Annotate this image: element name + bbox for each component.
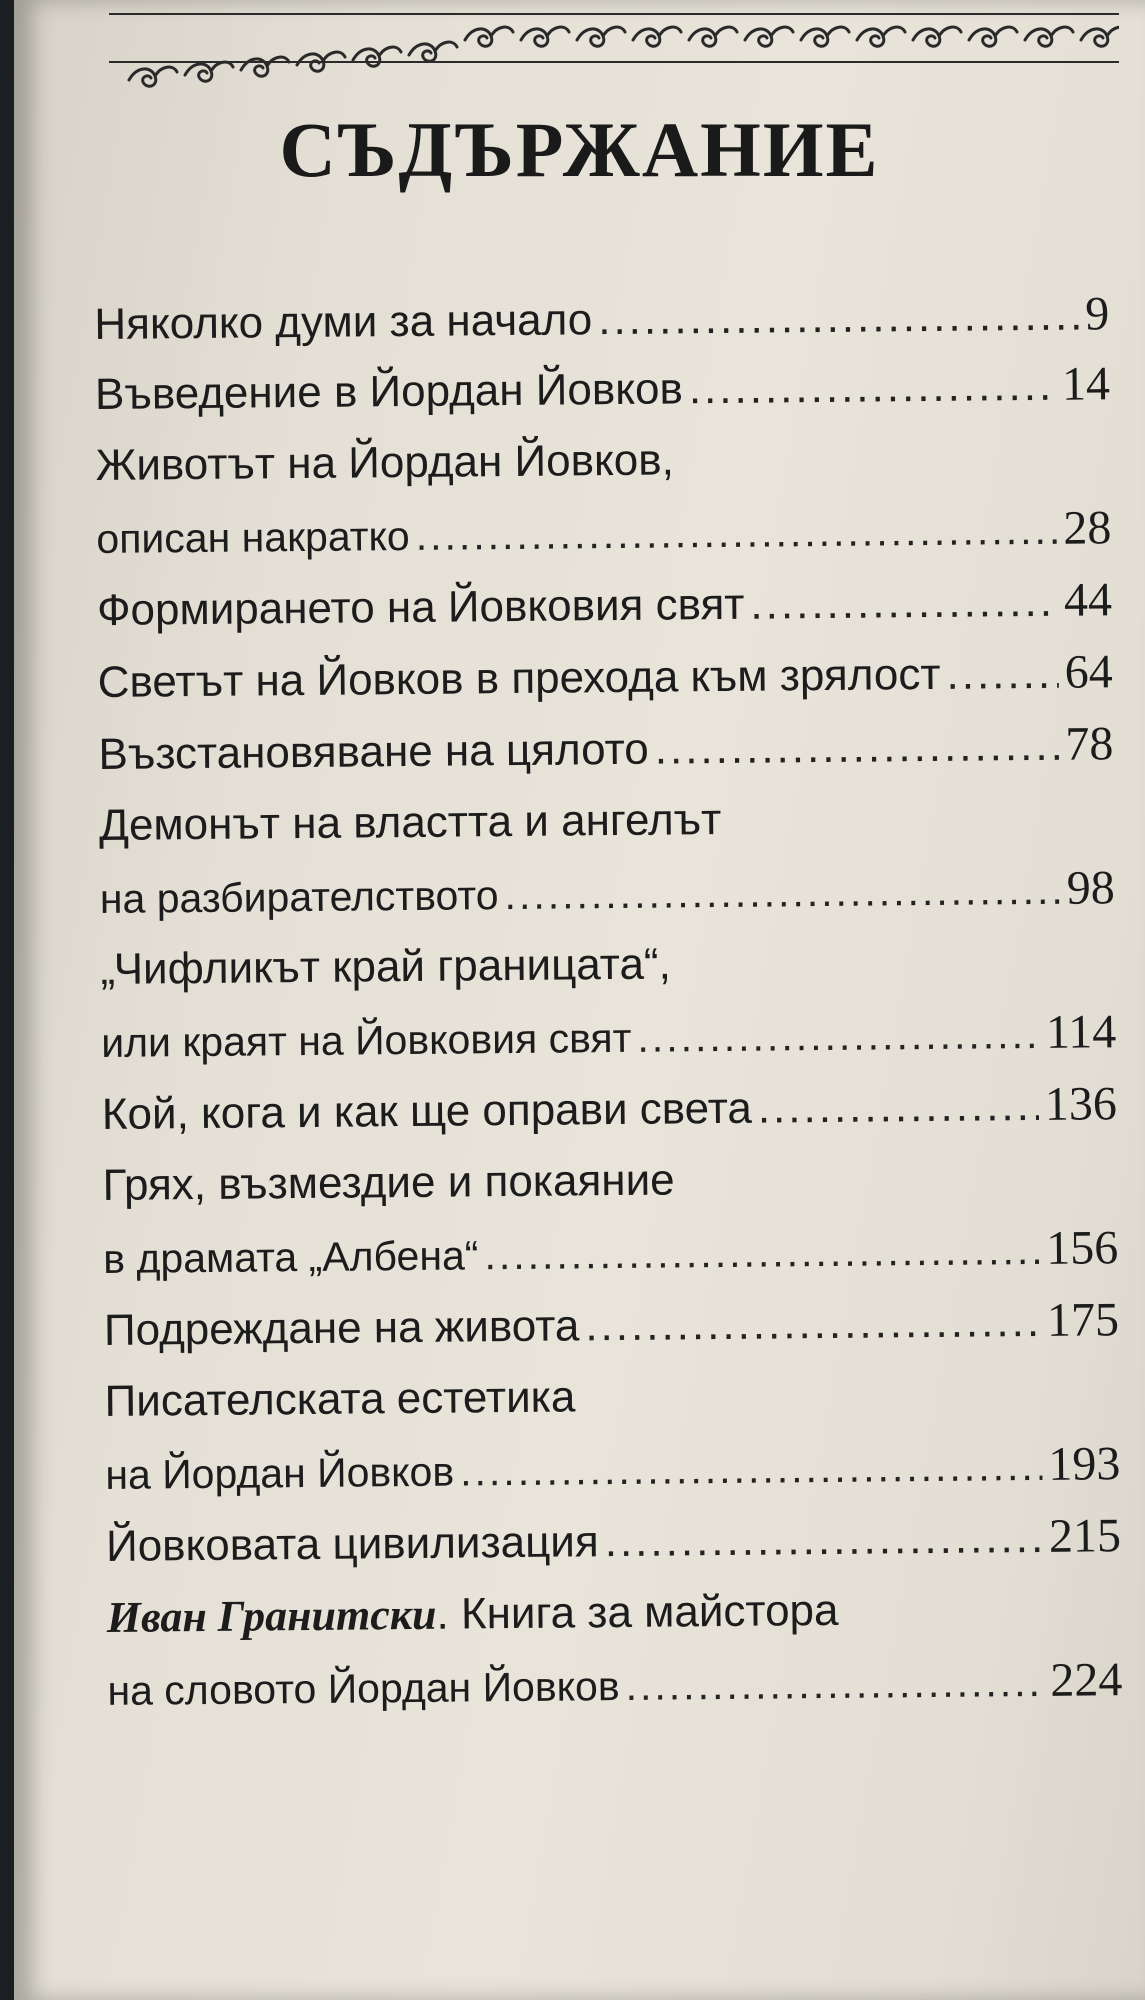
toc-page-number: 14 (1061, 357, 1111, 411)
toc-title-text: Възстановяване на цялото (98, 724, 649, 779)
scroll-ornament-icon (129, 67, 177, 86)
toc-line (99, 780, 1115, 862)
toc-title-text: в драмата „Албена“ (103, 1232, 479, 1282)
toc-line (94, 280, 1110, 358)
toc-entry[interactable] (97, 636, 1113, 718)
toc-title-text: Йовковата цивилизация (105, 1517, 599, 1571)
toc-title-text: Грях, възмездие и покаяние (102, 1155, 675, 1210)
toc-title-text: на разбирателството (99, 872, 499, 922)
scroll-ornament-icon (577, 27, 625, 46)
table-of-contents (94, 280, 1123, 1726)
toc-page-number: 78 (1065, 717, 1114, 771)
dot-leader (625, 1646, 1044, 1722)
toc-title-text: Писателската естетика (104, 1372, 576, 1426)
scroll-ornament-icon (521, 27, 569, 46)
toc-line (95, 420, 1111, 502)
toc-page-number: 44 (1063, 573, 1113, 627)
toc-title-text: Формирането на Йовковия свят (96, 579, 745, 635)
toc-entry[interactable] (95, 420, 1111, 574)
toc-page-number: 193 (1048, 1437, 1121, 1491)
toc-title-text: Животът на Йордан Йовков, (95, 435, 675, 490)
scroll-ornament-icon (241, 57, 289, 76)
toc-entry[interactable] (102, 1140, 1118, 1294)
toc-page-number: 175 (1046, 1293, 1120, 1347)
toc-line (103, 1212, 1119, 1294)
toc-entry[interactable] (100, 924, 1116, 1078)
scroll-ornament-icon (1025, 27, 1073, 46)
toc-line (106, 1500, 1122, 1582)
scroll-ornament-icon (1081, 27, 1119, 46)
toc-line (107, 1644, 1123, 1726)
toc-title-text: Няколко думи за начало (94, 295, 593, 349)
toc-page-number: 215 (1048, 1509, 1122, 1563)
toc-entry[interactable] (94, 280, 1110, 358)
scroll-ornament-icon (745, 27, 793, 46)
toc-entry[interactable] (98, 708, 1114, 790)
toc-entry[interactable] (104, 1356, 1120, 1510)
toc-page-number: 136 (1044, 1077, 1118, 1131)
scroll-ornament-icon (969, 27, 1017, 46)
scroll-ornament-icon (353, 47, 401, 66)
toc-title-text: или краят на Йовковия свят (101, 1014, 632, 1066)
book-page (14, 0, 1145, 2000)
toc-title-text: Светът на Йовков в прехода към зрялост (97, 649, 941, 707)
dot-leader (598, 282, 1080, 355)
toc-page-number: 114 (1045, 1005, 1117, 1059)
toc-page-number: 224 (1050, 1653, 1123, 1707)
toc-line (102, 1068, 1118, 1150)
dot-leader (688, 350, 1056, 426)
toc-line (100, 924, 1116, 1006)
toc-entry[interactable] (106, 1500, 1122, 1582)
toc-entry[interactable] (106, 1572, 1122, 1726)
dot-leader (460, 1430, 1043, 1508)
ornament-border (109, 0, 1119, 110)
toc-line (105, 1428, 1121, 1510)
scroll-ornament-icon (409, 42, 457, 61)
toc-title-text: Въведение в Йордан Йовков (94, 364, 684, 419)
toc-title-text: Подреждане на живота (103, 1301, 580, 1355)
scroll-ornament-icon (465, 27, 513, 46)
dot-leader (415, 494, 1057, 572)
toc-line (97, 564, 1113, 646)
scroll-ornament-icon (185, 62, 233, 81)
toc-line (95, 348, 1111, 430)
page-title: СЪДЪРЖАНИЕ (279, 106, 880, 193)
toc-page-number: 64 (1064, 645, 1113, 699)
dot-leader (585, 1286, 1041, 1362)
toc-title-text: описан накратко (96, 512, 410, 562)
dot-leader (604, 1502, 1043, 1578)
scroll-ornament-icon (857, 27, 905, 46)
toc-line (99, 852, 1115, 934)
toc-line (104, 1284, 1120, 1366)
toc-page-number: 156 (1045, 1221, 1119, 1275)
toc-title-text: на словото Йордан Йовков (107, 1663, 620, 1714)
toc-author: Иван Гранитски (106, 1589, 437, 1642)
dot-leader (484, 1214, 1041, 1291)
scroll-ornament-icon (913, 27, 961, 46)
scroll-ornament-icon (801, 27, 849, 46)
dot-leader (750, 566, 1058, 641)
toc-line (98, 708, 1114, 790)
toc-page-number: 28 (1063, 501, 1112, 555)
toc-entry[interactable] (99, 780, 1115, 934)
toc-title-text: „Чифликът край границата“, (100, 939, 672, 994)
toc-line (104, 1356, 1120, 1438)
toc-line (102, 1140, 1118, 1222)
toc-line (96, 492, 1112, 574)
toc-entry[interactable] (95, 348, 1111, 430)
toc-entry[interactable] (102, 1068, 1118, 1150)
dot-leader (504, 854, 1061, 931)
toc-title-text: Кой, кога и как ще оправи света (101, 1083, 753, 1139)
toc-entry[interactable] (97, 564, 1113, 646)
scroll-ornament-icon (633, 27, 681, 46)
toc-page-number: 98 (1066, 861, 1116, 915)
toc-page-number: 9 (1085, 287, 1110, 341)
toc-line (101, 996, 1117, 1078)
toc-title-text: Демонът на властта и ангелът (98, 795, 722, 850)
toc-line (97, 636, 1113, 718)
dot-leader (654, 710, 1059, 786)
scroll-ornament-icon (689, 27, 737, 46)
dot-leader (757, 1070, 1039, 1145)
dot-leader (946, 638, 1059, 711)
toc-entry[interactable] (104, 1284, 1120, 1366)
dot-leader (637, 998, 1040, 1074)
toc-title-text: . Книга за майстора (436, 1585, 839, 1639)
toc-line (106, 1572, 1122, 1654)
toc-title-text: на Йордан Йовков (105, 1448, 455, 1498)
